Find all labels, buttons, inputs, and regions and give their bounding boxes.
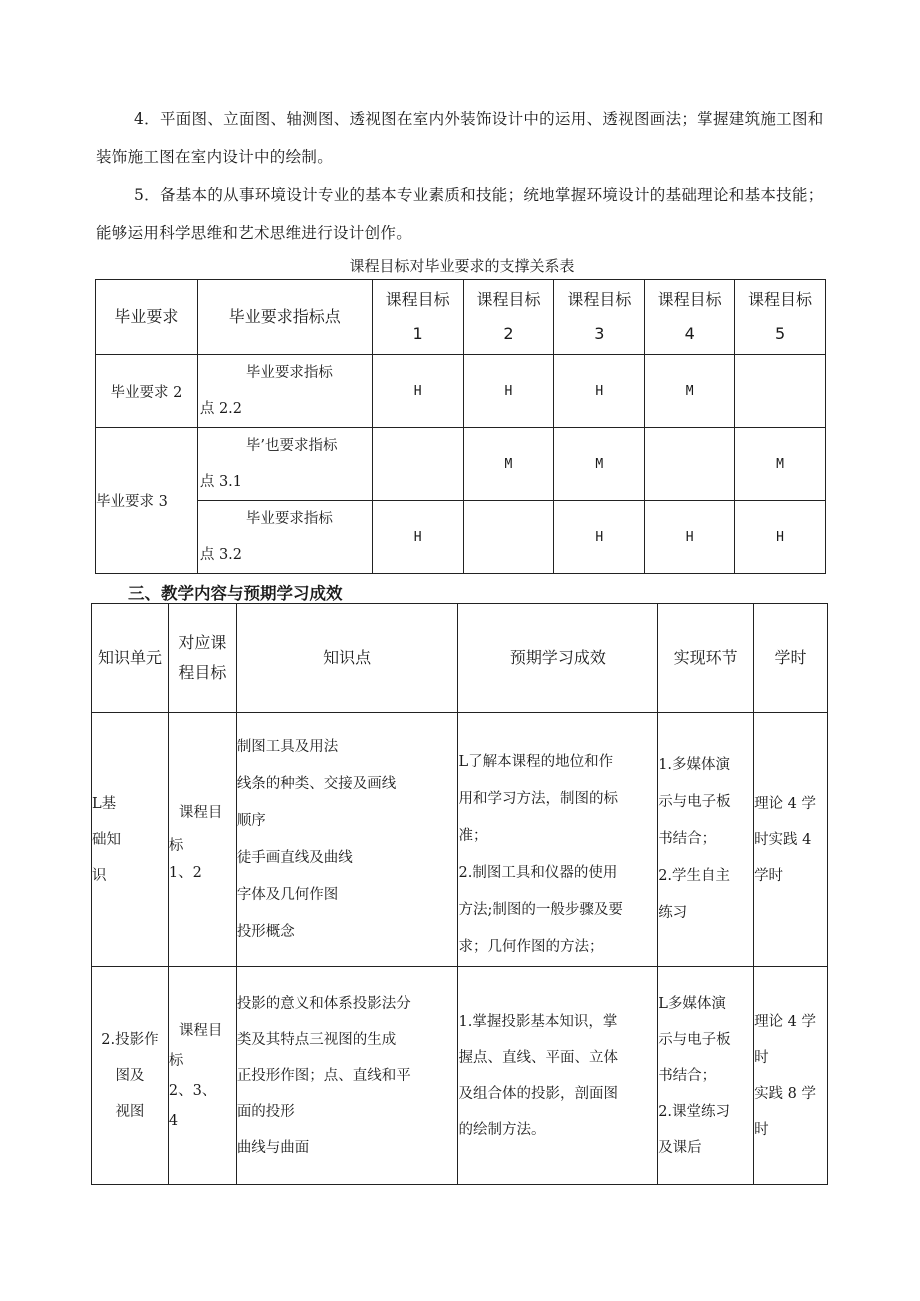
point-line: 线条的种类、交接及画线 [236, 775, 397, 792]
goal-cell [168, 713, 236, 967]
hours-line: 时 [754, 1121, 769, 1138]
method-line: 示与电子板 [658, 1031, 731, 1048]
mark-cell: H [554, 355, 645, 428]
point-line: 徒手画直线及曲线 [236, 849, 353, 866]
goal-line: 课程目 [178, 804, 223, 821]
outcome-line: 握点、直线、平面、立体 [458, 1049, 618, 1066]
point-line-2: 点 2.2 [199, 401, 243, 417]
header-goal-2 [463, 280, 554, 355]
mark-cell [463, 501, 554, 574]
hours-line: 学时 [754, 867, 784, 884]
points-cell [236, 967, 458, 1185]
mark-cell: M [463, 428, 554, 501]
hours-line: 时 [754, 1049, 769, 1066]
unit-line: 识 [92, 867, 107, 884]
outcome-line: 2.制图工具和仪器的使用 [458, 865, 618, 881]
header-goal-number: 3 [594, 324, 605, 343]
header-goal-number: 2 [503, 324, 514, 343]
header-goal-label: 课程目标 [476, 290, 541, 309]
point-line: 字体及几何作图 [236, 886, 339, 903]
method-line: 书结合； [658, 1067, 717, 1084]
header-goal [168, 604, 236, 713]
unit-line: 础知 [92, 831, 121, 848]
goal-line: 标 [168, 1052, 184, 1069]
goal-line: 2、3、 [168, 1082, 217, 1099]
table-row [96, 428, 826, 501]
goal-line: 课程目 [178, 1022, 223, 1039]
points-cell [236, 713, 458, 967]
mark-cell [735, 355, 826, 428]
hours-line: 理论 4 学 [754, 1013, 817, 1030]
goal-line: 4 [168, 1112, 179, 1129]
point-line: 制图工具及用法 [236, 738, 339, 755]
point-line: 类及其特点三视图的生成 [236, 1031, 397, 1048]
mark-cell: H [463, 355, 554, 428]
hours-line: 理论 4 学 [754, 795, 817, 812]
outcome-line: 1.掌握投影基本知识，掌 [458, 1013, 618, 1030]
mark-cell: M [735, 428, 826, 501]
support-table-header-row [96, 280, 826, 355]
mark-cell: H [645, 501, 735, 574]
header-goal-number: 1 [412, 324, 423, 343]
outcome-line: 用和学习方法，制图的标 [458, 791, 618, 807]
outcome-line: 方法;制图的一般步骤及要 [458, 902, 623, 918]
table-row [92, 713, 828, 967]
point-line-2: 点 3.2 [199, 547, 243, 563]
header-goal-line-1: 对应课 [178, 633, 227, 652]
mark-cell [372, 428, 463, 501]
content-table [91, 603, 828, 1185]
header-goal-label: 课程目标 [567, 290, 632, 309]
header-method: 实现环节 [658, 604, 754, 713]
mark-cell [645, 428, 735, 501]
unit-line: 图及 [115, 1067, 145, 1084]
unit-cell [92, 713, 169, 967]
support-table [95, 279, 826, 574]
table-row [96, 355, 826, 428]
header-goal-4 [645, 280, 735, 355]
unit-line: 2.投影作 [101, 1031, 159, 1048]
req-cell: 毕业要求 2 [96, 355, 198, 428]
point-line-1: 毕业要求指标 [245, 511, 333, 527]
hours-cell [754, 967, 828, 1185]
outcome-cell [458, 713, 658, 967]
header-goal-label: 课程目标 [657, 290, 722, 309]
hours-line: 实践 8 学 [754, 1085, 817, 1102]
header-goal-label: 课程目标 [748, 290, 813, 309]
table-row [92, 967, 828, 1185]
req-cell: 毕业要求 3 [96, 428, 198, 574]
method-line: 书结合； [658, 831, 717, 847]
goal-line: 标 [168, 837, 184, 854]
method-cell [658, 967, 754, 1185]
point-line: 曲线与曲面 [236, 1139, 310, 1156]
mark-cell: H [554, 501, 645, 574]
method-line: 1.多媒体演 [658, 757, 731, 773]
outcome-line: 求；几何作图的方法； [458, 939, 604, 955]
mark-cell: M [554, 428, 645, 501]
header-req: 毕业要求 [96, 280, 198, 355]
unit-line: L基 [92, 795, 117, 812]
header-hours: 学时 [754, 604, 828, 713]
goal-cell [168, 967, 236, 1185]
table-row [96, 501, 826, 574]
header-points: 知识点 [236, 604, 458, 713]
point-cell [197, 501, 372, 574]
mark-cell: H [372, 501, 463, 574]
mark-cell: H [372, 355, 463, 428]
hours-line: 时实践 4 [754, 831, 812, 848]
unit-cell [92, 967, 169, 1185]
method-line: 2.课堂练习 [658, 1103, 731, 1120]
outcome-line: 准； [458, 828, 488, 844]
header-goal-label: 课程目标 [385, 290, 450, 309]
header-goal-number: 4 [684, 324, 695, 343]
method-line: 及课后 [658, 1139, 702, 1156]
header-goal-1 [372, 280, 463, 355]
support-table-caption: 课程目标对毕业要求的支撑关系表 [349, 257, 575, 275]
outcome-line: 的绘制方法。 [458, 1121, 546, 1138]
header-outcome: 预期学习成效 [458, 604, 658, 713]
paragraph-5: 5．备基本的从事环境设计专业的基本专业素质和技能；统地掌握环境设计的基础理论和基本技能；能够运用科学思维和艺术思维进行设计创作。 [96, 186, 824, 242]
method-cell [658, 713, 754, 967]
outcome-cell [458, 967, 658, 1185]
paragraph-4: 4．平面图、立面图、轴测图、透视图在室内外装饰设计中的运用、透视图画法；掌握建筑施工图和装饰施工图在室内设计中的绘制。 [96, 110, 824, 166]
outcome-line: L了解本课程的地位和作 [458, 754, 614, 770]
header-unit: 知识单元 [92, 604, 169, 713]
unit-line: 视图 [115, 1103, 145, 1120]
point-line: 顺序 [236, 812, 266, 829]
point-line: 投影的意义和体系投影法分 [236, 995, 411, 1012]
point-line: 面的投形 [236, 1103, 295, 1120]
point-cell [197, 355, 372, 428]
header-goal-5 [735, 280, 826, 355]
point-line-1: 毕业要求指标 [245, 365, 333, 381]
point-line-2: 点 3.1 [199, 474, 243, 490]
outcome-line: 及组合体的投影，剖面图 [458, 1085, 618, 1102]
method-line: L多媒体演 [658, 995, 726, 1012]
mark-cell: M [645, 355, 735, 428]
method-line: 练习 [658, 905, 688, 921]
point-line-1: 毕’也要求指标 [245, 438, 338, 454]
section-title: 三、教学内容与预期学习成效 [128, 584, 343, 603]
method-line: 2.学生自主 [658, 868, 731, 884]
header-goal-number: 5 [774, 324, 786, 343]
header-goal-3 [554, 280, 645, 355]
content-table-header-row [92, 604, 828, 713]
hours-cell [754, 713, 828, 967]
header-goal-line-2: 程目标 [178, 663, 227, 682]
mark-cell: H [735, 501, 826, 574]
goal-line: 1、2 [168, 864, 202, 881]
point-cell [197, 428, 372, 501]
method-line: 示与电子板 [658, 794, 731, 810]
point-line: 投形概念 [236, 923, 295, 940]
header-point: 毕业要求指标点 [197, 280, 372, 355]
point-line: 正投形作图；点、直线和平 [236, 1067, 411, 1084]
